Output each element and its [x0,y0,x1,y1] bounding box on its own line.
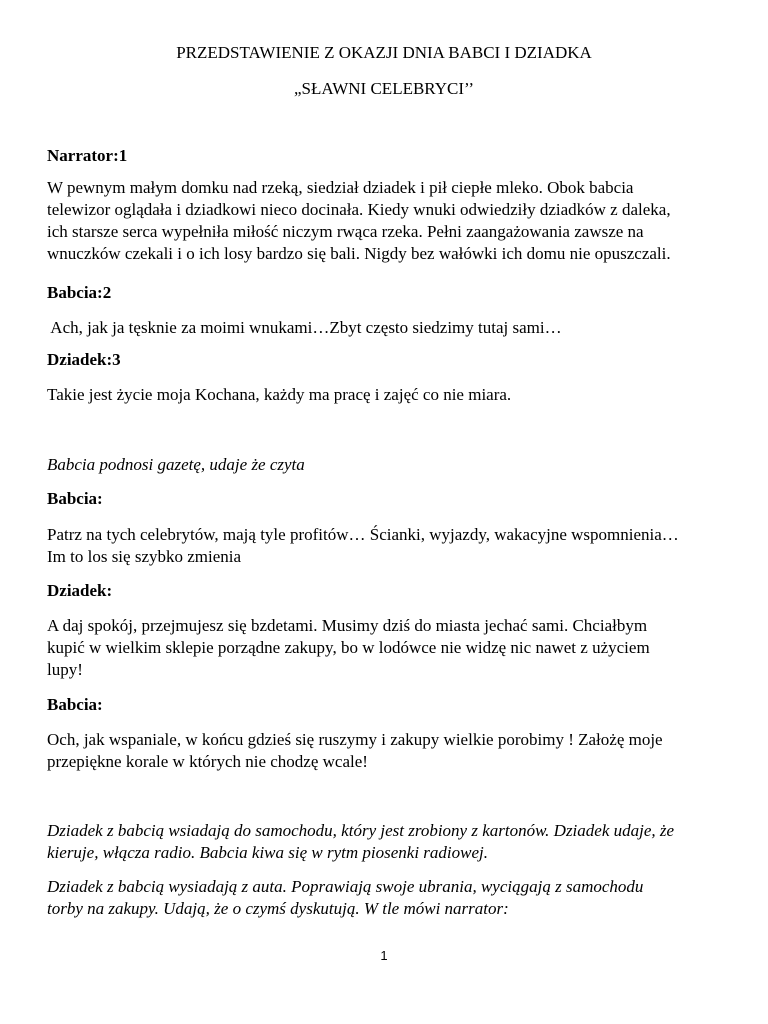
speaker-label: Babcia:2 [47,283,112,302]
speaker-label: Babcia: [47,489,103,508]
text-line: Och, jak wspaniale, w końcu gdzieś się ruszymy i zakupy wielkie porobimy ! Założę moje [47,730,663,749]
text-line: W pewnym małym domku nad rzeką, siedział dziadek i pił ciepłe mleko. Obok babcia [47,178,634,197]
dialogue-paragraph [47,524,737,568]
text-line: przepiękne korale w których nie chodzę wcale! [47,752,368,771]
text-line: Ach, jak ja tęsknie za moimi wnukami…Zbyt często siedzimy tutaj sami… [47,318,562,337]
dialogue-paragraph [47,615,737,681]
text-line: Takie jest życie moja Kochana, każdy ma pracę i zajęć co nie miara. [47,385,512,404]
text-line: torby na zakupy. Udają, że o czymś dyskutują. W tle mówi narrator: [47,899,509,918]
text-line: Im to los się szybko zmienia [47,547,242,566]
text-line: telewizor oglądała i dziadkowi nieco docinała. Kiedy wnuki odwiedziły dziadków z daleka, [47,200,671,219]
text-line: Dziadek z babcią wysiadają z auta. Poprawiają swoje ubrania, wyciągają z samochodu [47,877,644,896]
speaker-label: Dziadek:3 [47,350,121,369]
text-line: kieruje, włącza radio. Babcia kiwa się w rytm piosenki radiowej. [47,843,489,862]
dialogue-paragraph [47,177,737,265]
dialogue-paragraph [47,384,737,406]
speaker-label: Dziadek: [47,581,113,600]
text-line: Dziadek z babcią wsiadają do samochodu, który jest zrobiony z kartonów. Dziadek udaje, że [47,821,675,840]
text-line: kupić w wielkim sklepie porządne zakupy, bo w lodówce nie widzę nic nawet z użyciem [47,638,650,657]
stage-direction [47,820,737,864]
text-line: ich starsze serca wypełniła miłość niczym rwąca rzeka. Pełni zaangażowania zawsze na [47,222,644,241]
speaker-label: Babcia: [47,695,103,714]
text-line: A daj spokój, przejmujesz się bzdetami. Musimy dziś do miasta jechać sami. Chciałbym [47,616,648,635]
speaker-label: Narrator:1 [47,146,128,165]
document-title: PRZEDSTAWIENIE Z OKAZJI DNIA BABCI I DZIADKA [176,43,592,62]
dialogue-paragraph [47,729,737,773]
document-subtitle: „SŁAWNI CELEBRYCI’’ [293,79,475,98]
dialogue-paragraph [47,317,737,339]
page-number: 1 [380,948,388,963]
text-line: wnuczków czekali i o ich losy bardzo się bali. Nigdy bez wałówki ich domu nie opuszczali. [47,244,671,263]
text-line: Patrz na tych celebrytów, mają tyle profitów… Ścianki, wyjazdy, wakacyjne wspomnienia… [47,525,679,544]
text-line: Babcia podnosi gazetę, udaje że czyta [47,455,305,474]
stage-direction [47,876,737,920]
text-line: lupy! [47,660,83,679]
stage-direction [47,454,737,476]
